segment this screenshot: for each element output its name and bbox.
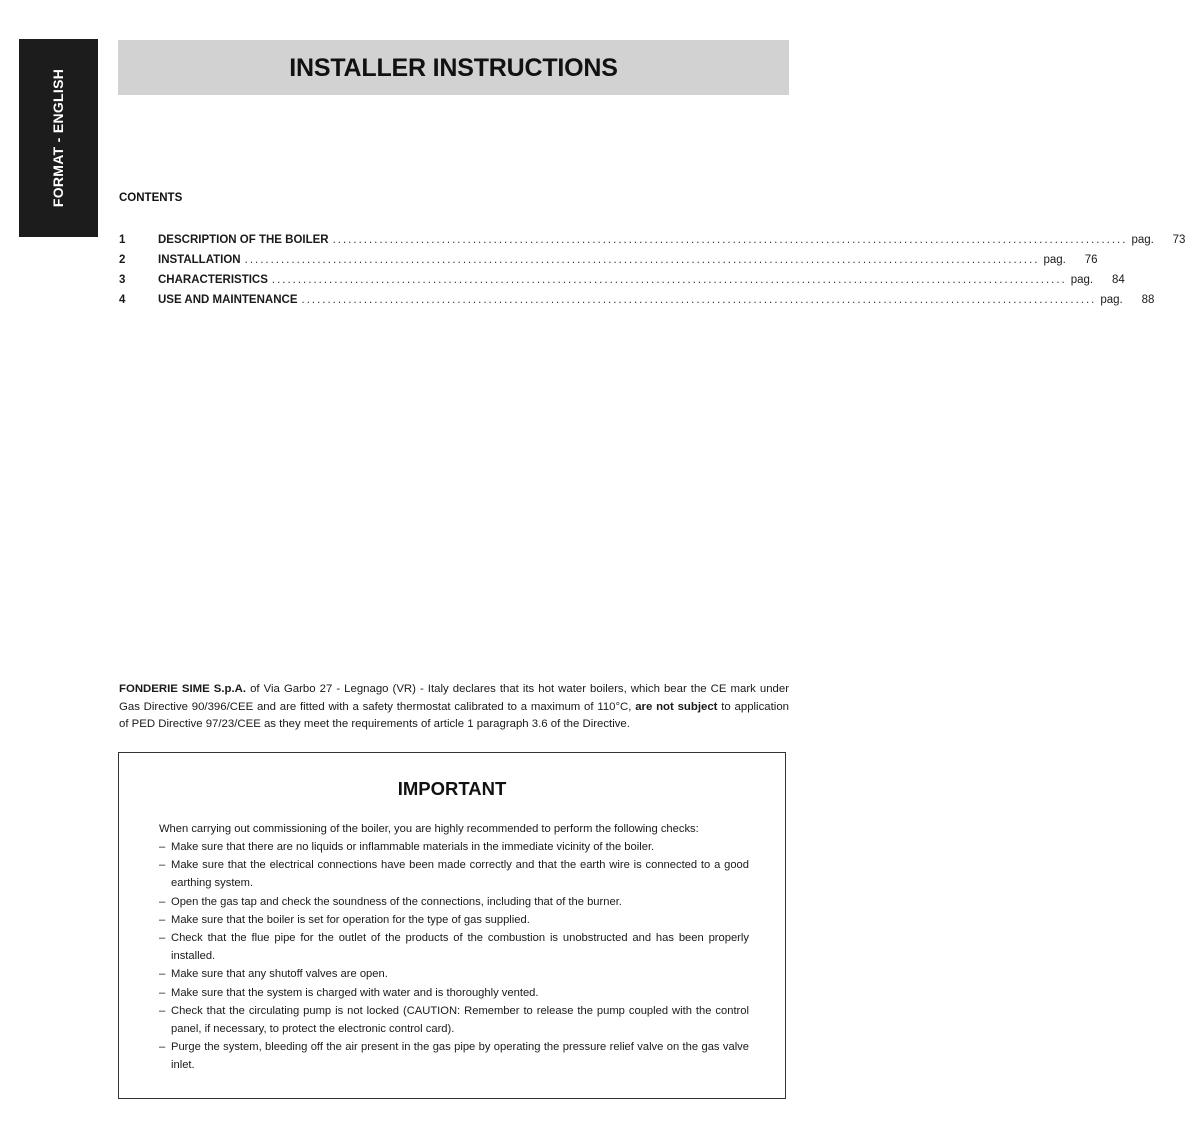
toc-row[interactable] [119,294,1155,314]
checklist-item [159,1002,749,1038]
commissioning-checklist [159,838,749,1075]
checklist-item-text: Make sure that the system is charged with water and is thoroughly vented. [171,986,539,999]
toc-dot-leader: ......................................................................................................................................................... [332,234,1128,246]
important-intro: When carrying out commissioning of the boiler, you are highly recommended to perform the following checks: [159,823,699,835]
page-title: INSTALLER INSTRUCTIONS [289,53,618,82]
toc-dot-leader: ......................................................................................................................................................... [271,274,1067,286]
declaration-emphasis: are not subject [635,700,718,713]
checklist-item-text: Make sure that the electrical connections have been made correctly and that the earth wire is connected to a good earthing system. [171,859,749,890]
checklist-item [159,1038,749,1074]
dash-bullet: – [159,913,166,926]
dash-bullet: – [159,895,166,908]
side-tab-label: FORMAT - ENGLISH [50,68,66,208]
toc-pag-label: pag. [1131,234,1154,246]
checklist-item-text: Check that the circulating pump is not locked (CAUTION: Remember to release the pump coupled with the control panel, if necessary, to protect the electronic control card). [171,1004,749,1036]
toc-number: 2 [119,254,126,266]
checklist-item [159,965,749,983]
toc-pag-label: pag. [1100,294,1123,306]
toc-page-number: 84 [1111,274,1125,286]
declaration-text-1: of Via Garbo 27 - Legnago (VR) - Italy declares that its hot water boilers, which bear the CE mark under Gas Directive 90/396/CEE and are fitted with a safety thermostat calibrated to a maximum of 110°C, [119,683,789,713]
checklist-item [159,893,749,911]
toc-pag-label: pag. [1043,254,1066,266]
dash-bullet: – [159,986,166,999]
toc-row[interactable] [119,274,1125,294]
checklist-item [159,856,749,892]
checklist-item [159,911,749,929]
checklist-item-text: Make sure that any shutoff valves are open. [171,968,388,981]
toc-title: USE AND MAINTENANCE [158,294,298,306]
toc-dot-leader: ......................................................................................................................................................... [244,254,1040,266]
checklist-item-text: Check that the flue pipe for the outlet of the products of the combustion is unobstructed and has been properly installed. [171,932,749,963]
contents-heading: CONTENTS [119,192,183,204]
toc-title: INSTALLATION [158,254,241,266]
important-title: IMPORTANT [397,778,507,799]
checklist-item [159,929,749,965]
title-banner [118,40,789,95]
toc-row[interactable] [119,234,1185,254]
toc-title: CHARACTERISTICS [158,274,268,286]
toc-page-number: 73 [1172,234,1185,246]
checklist-item-text: Make sure that the boiler is set for operation for the type of gas supplied. [171,913,530,926]
toc-pag-label: pag. [1070,274,1094,286]
dash-bullet: – [159,1004,166,1017]
toc-number: 3 [119,274,126,286]
checklist-item-text: Open the gas tap and check the soundness of the connections, including that of the burner. [171,895,622,908]
toc-number: 1 [119,234,126,246]
dash-bullet: – [159,932,166,945]
toc-dot-leader: ......................................................................................................................................................... [301,294,1097,306]
toc-number: 4 [119,294,126,306]
dash-bullet: – [159,841,166,853]
checklist-item [159,838,749,856]
ce-declaration-paragraph [119,681,789,734]
dash-bullet: – [159,968,166,981]
toc-page-number: 76 [1084,254,1098,266]
toc-title: DESCRIPTION OF THE BOILER [158,234,329,246]
table-of-contents [119,234,1185,314]
checklist-item [159,984,749,1002]
dash-bullet: – [159,1041,166,1054]
company-name: FONDERIE SIME S.p.A. [119,683,247,695]
important-notice-box [118,752,786,1099]
checklist-item-text: Make sure that there are no liquids or inflammable materials in the immediate vicinity of the boiler. [171,841,655,853]
checklist-item-text: Purge the system, bleeding off the air present in the gas pipe by operating the pressure relief valve on the gas valve inlet. [171,1041,749,1072]
declaration-text-2: to application of PED Directive 97/23/CEE as they meet the requirements of article 1 paragraph 3.6 of the Directive. [119,700,789,730]
toc-page-number: 88 [1141,294,1155,306]
dash-bullet: – [159,859,166,872]
toc-row[interactable] [119,254,1098,274]
